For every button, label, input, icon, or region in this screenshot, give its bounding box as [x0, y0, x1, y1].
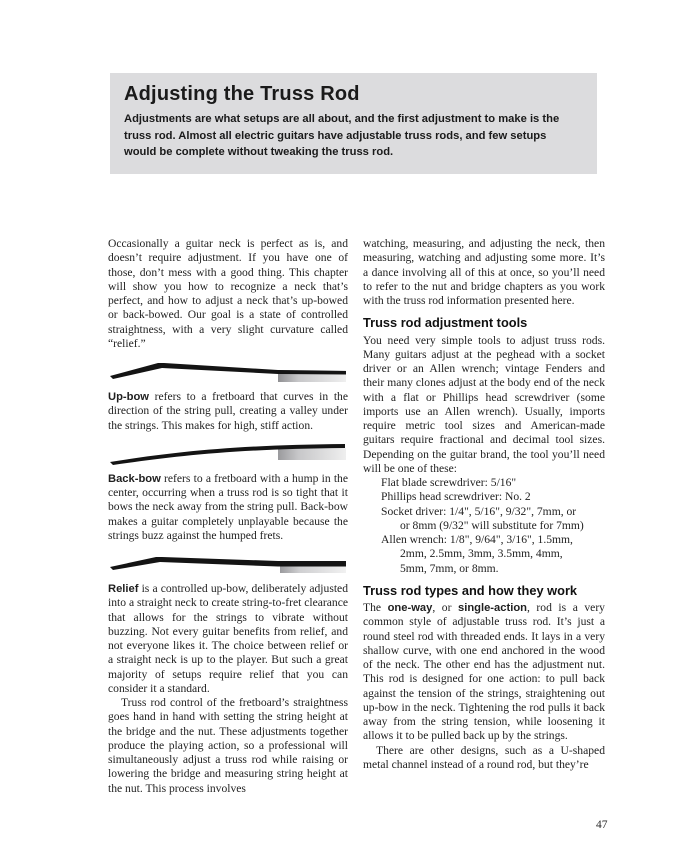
page-number: 47	[596, 819, 608, 831]
paragraph-single-action: The one-way, or single-action, rod is a very common style of adjustable truss rod. It’s just a round steel rod with threaded ends. It lays in a very shallow curve, with one end anchored in the wood of the neck. The other end has the adjustment nut. This rod is designed for one action: to pull back against the tension of the strings, straightening out up-bow in the neck. Tightening the rod pulls it back away from the string tension, while loosening it allows it to be pulled back up by the strings.	[363, 601, 605, 743]
paragraph-intro: Occasionally a guitar neck is perfect as is, and doesn’t require adjustment. If you have one of those, don’t mess with a good thing. This chapter will show you how to recognize a neck that’s perfect, and how to adjust a neck that’s up-bowed or back-bowed. Our goal is a state of controlled straightness, with a very slight curvature called “relief.”	[108, 237, 348, 350]
chapter-header	[110, 73, 597, 174]
paragraph-other-designs: There are other designs, such as a U-shaped metal channel instead of a round rod, but they’re	[363, 743, 605, 771]
paragraph-watching: watching, measuring, and adjusting the neck, then measuring, watching and adjusting some more. It’s a dance involving all of this at once, so you’ll need to refer to the nut and bridge chapters as you work with the truss rod information presented here.	[363, 237, 605, 307]
tool-list-item: or 8mm (9/32" will substitute for 7mm)	[400, 518, 584, 532]
upbow-label: Up-bow	[108, 391, 150, 403]
back-bow-neck-diagram	[108, 440, 346, 466]
paragraph-upbow: Up-bow refers to a fretboard that curves in the direction of the string pull, creating a valley under the strings. This makes for high, stiff action.	[108, 390, 348, 432]
tool-list-item: Phillips head screwdriver: No. 2	[381, 490, 531, 504]
tool-list-item: 5mm, 7mm, or 8mm.	[400, 561, 499, 575]
tool-list-item: Flat blade screwdriver: 5/16"	[381, 476, 517, 489]
neck-heel-shape	[278, 448, 346, 460]
relief-neck-diagram	[108, 550, 346, 576]
page-title: Adjusting the Truss Rod	[124, 83, 360, 105]
chapter-intro: Adjustments are what setups are all about, and the first adjustment to make is the truss rod. Almost all electric guitars have adjustable truss rods, and few setups would be complete without tweaking the truss rod.	[124, 113, 560, 158]
one-way-term: one-way	[387, 602, 433, 614]
right-column	[363, 237, 605, 772]
tool-list-item: 2mm, 2.5mm, 3mm, 3.5mm, 4mm,	[400, 547, 563, 561]
paragraph-backbow: Back-bow refers to a fretboard with a hump in the center, occurring when a truss rod is so tight that it bows the neck away from the string pull. Back-bow makes a guitar completely unplayable because the strings buzz against the humped frets.	[108, 471, 348, 542]
paragraph-tools-intro: You need very simple tools to adjust truss rods. Many guitars adjust at the peghead with a socket driver or an Allen wrench; vintage Fenders and their many clones adjust at the body end of the neck with a flat or Phillips head screwdriver (some imports use an Allen wrench). Usually, imports require metric tool sizes and American-made guitars require fractional and decimal tool sizes. Depending on the guitar brand, the tool you’ll need will be one of these:	[363, 333, 605, 475]
left-column	[108, 237, 348, 796]
heading-adjustment-tools: Truss rod adjustment tools	[363, 315, 528, 331]
backbow-label: Back-bow	[108, 472, 161, 485]
tool-list	[363, 476, 605, 576]
paragraph-relief: Relief is a controlled up-bow, deliberately adjusted into a straight neck to create string-to-fret clearance that allows for the strings to vibrate without buzzing. Not every guitar benefits from relief, and not everyone likes it. The choice between relief or a straight neck is up to the player. But such a great majority of setups require relief that you can consider it a standard.	[108, 582, 348, 695]
relief-label: Relief	[108, 583, 139, 595]
tool-list-item: Allen wrench: 1/8", 9/64", 3/16", 1.5mm,	[381, 533, 573, 546]
paragraph-truss-control: Truss rod control of the fretboard’s straightness goes hand in hand with setting the string height at the bridge and the nut. These adjustments together produce the playing action, so a professional will simultaneously adjust a truss rod while raising or lowering the bridge and measuring string height at the nut. This process involves	[108, 696, 348, 795]
single-action-term: single-action	[457, 602, 527, 614]
heading-rod-types: Truss rod types and how they work	[363, 582, 578, 598]
up-bow-neck-diagram	[108, 358, 346, 384]
tool-list-item: Socket driver: 1/4", 5/16", 9/32", 7mm, or	[381, 504, 577, 518]
